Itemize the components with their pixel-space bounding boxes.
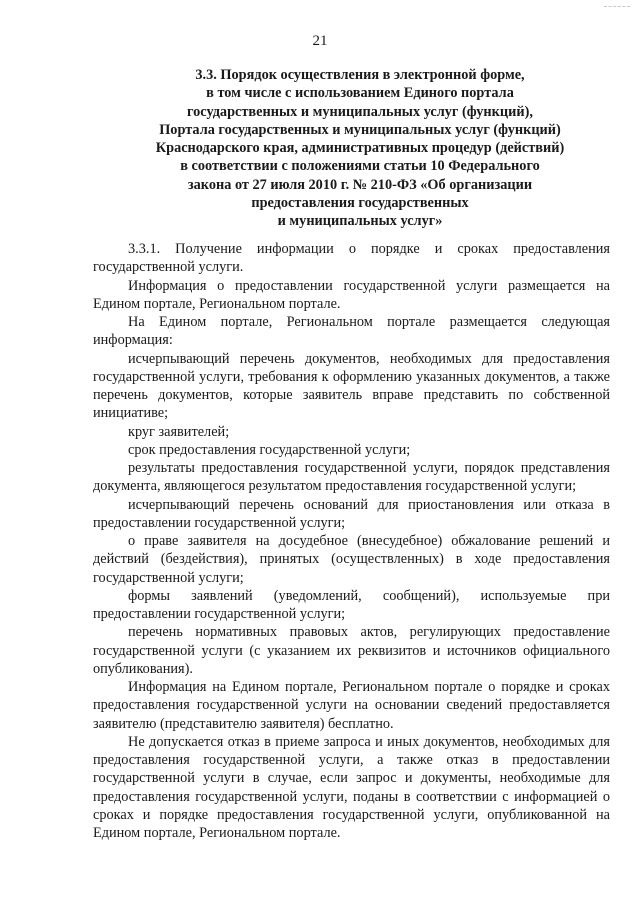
title-line: в соответствии с положениями статьи 10 Федерального xyxy=(180,158,540,175)
title-line: Портала государственных и муниципальных услуг (функций) xyxy=(159,121,561,138)
list-item-documents: исчерпывающий перечень документов, необходимых для предоставления государственной услуги, требования к оформлению указанных документов, а также перечень документов, которые заявитель вправе представить по собственной инициативе; xyxy=(93,350,610,422)
paragraph-3-3-1: 3.3.1. Получение информации о порядке и сроках предоставления государственной услуги. xyxy=(93,241,610,276)
title-line: в том числе с использованием Единого портала xyxy=(206,85,514,102)
scan-edge-mark xyxy=(604,6,630,8)
title-line: государственных и муниципальных услуг (функций), xyxy=(187,103,533,120)
title-line: и муниципальных услуг» xyxy=(277,213,443,230)
list-item-legal-acts: перечень нормативных правовых актов, регулирующих предоставление государственной услуги (с указанием их реквизитов и источников официального опубликования). xyxy=(93,624,610,677)
paragraph-info-placement: Информация о предоставлении государственной услуги размещается на Едином портале, Региональном портале. xyxy=(93,277,610,312)
list-item-forms: формы заявлений (уведомлений, сообщений), используемые при предоставлении государственной услуги; xyxy=(93,587,610,622)
section-title xyxy=(80,66,640,231)
title-line: предоставления государственных xyxy=(251,195,469,212)
title-line: 3.3. Порядок осуществления в электронной форме, xyxy=(195,67,525,83)
list-item-term: срок предоставления государственной услуги; xyxy=(128,441,411,458)
list-item-results: результаты предоставления государственной услуги, порядок представления документа, являющегося результатом предоставления государственной услуги; xyxy=(93,460,610,495)
paragraph-no-refusal: Не допускается отказ в приеме запроса и иных документов, необходимых для предоставления государственной услуги, а также отказ в предоставлении государственной услуги в случае, если запрос и документы, необходимые для предоставления государственной услуги, поданы в соответствии с информацией о сроках и порядке предоставления государственной услуги, опубликованной на Едином портале, Региональном портале. xyxy=(93,733,610,841)
document-body xyxy=(93,240,610,842)
title-line: закона от 27 июля 2010 г. № 210-ФЗ «Об организации xyxy=(187,176,533,193)
list-item-appeal: о праве заявителя на досудебное (внесудебное) обжалование решений и действий (бездействия), принятых (осуществленных) в ходе предоставления государственной услуги; xyxy=(93,533,610,586)
paragraph-info-list-intro: На Едином портале, Региональном портале размещается следующая информация: xyxy=(93,314,610,349)
title-line: Краснодарского края, административных процедур (действий) xyxy=(155,140,565,157)
paragraph-free-of-charge: Информация на Едином портале, Региональном портале о порядке и сроках предоставления государственной услуги на основании сведений предоставляется заявителю (представителю заявителя) бесплатно. xyxy=(93,679,610,732)
page-number: 21 xyxy=(312,33,328,49)
list-item-grounds: исчерпывающий перечень оснований для приостановления или отказа в предоставлении государственной услуги; xyxy=(93,496,610,531)
list-item-applicants: круг заявителей; xyxy=(128,423,230,440)
